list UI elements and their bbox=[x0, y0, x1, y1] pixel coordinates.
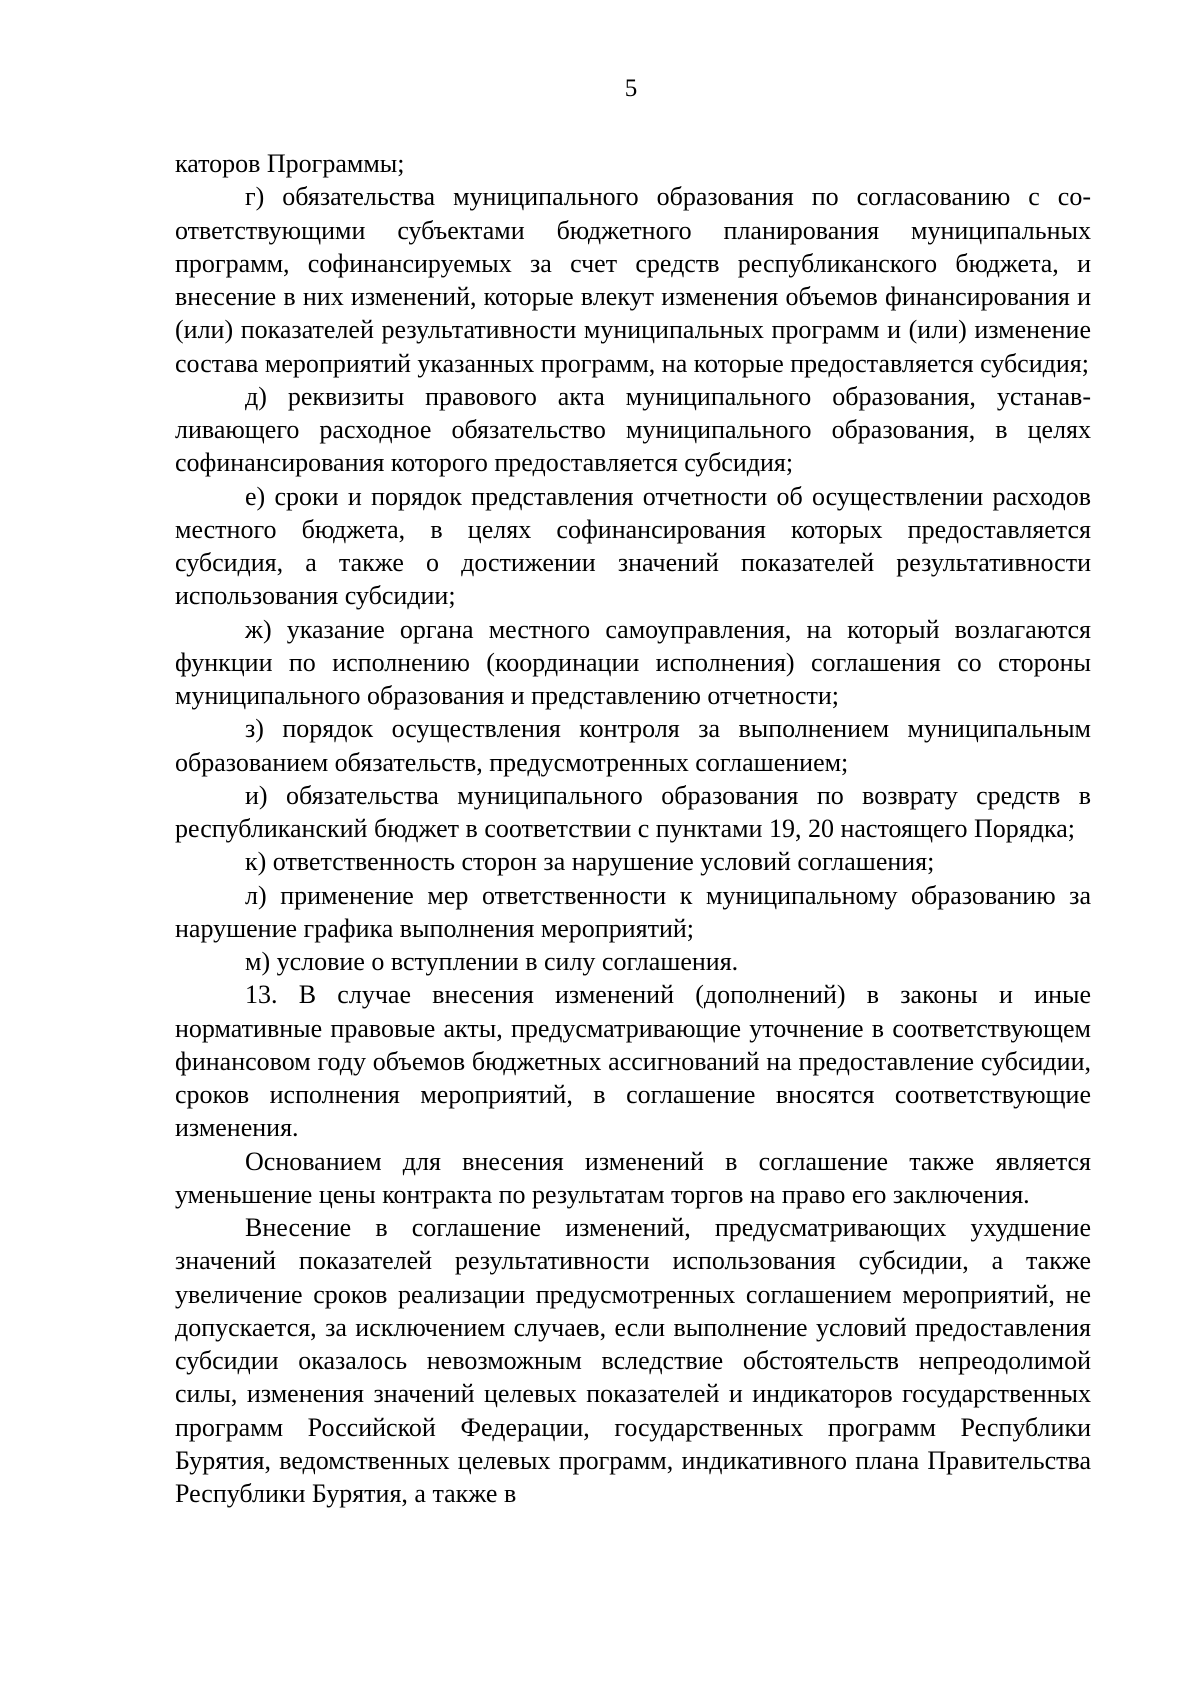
list-item-l: л) применение мер ответственности к муниципальному образованию за нарушение графика выполнения мероприятий; bbox=[175, 880, 1091, 943]
clause-13-basis: Основанием для внесения изменений в соглашение также является уменьшение цены контракта по результатам торгов на право его заключения. bbox=[175, 1146, 1091, 1209]
list-item-z: з) порядок осуществления контроля за выполнением муниципальным образованием обязательств, предусмотренных соглашением; bbox=[175, 714, 1091, 777]
document-body bbox=[175, 147, 1091, 1510]
list-item-zh: ж) указание органа местного самоуправления, на который возлагаются функции по исполнению (координации исполнения) соглашения со стороны муниципального образования и представлению отчетности; bbox=[175, 614, 1091, 710]
list-item-d: д) реквизиты правового акта муниципального образования, устанавливающего расходное обязательство муниципального образования, в целях софинансирования которого предоставляется субсидия; bbox=[175, 381, 1091, 478]
list-item-e: е) сроки и порядок представления отчетности об осуществлении расходов местного бюджета, в целях софинансирования которых предоставляется субсидия, а также о достижении значений показателей результативности использования субсидии; bbox=[175, 481, 1091, 611]
clause-13-restriction: Внесение в соглашение изменений, предусматривающих ухудшение значений показателей результативности использования субсидии, а также увеличение сроков реализации предусмотренных соглашением мероприятий, не допускается, за исключением случаев, если выполнение условий предоставления субсидии оказалось невозможным вследствие обстоятельств непреодолимой силы, изменения значений целевых показателей и индикаторов государственных программ Российской Федерации, государственных программ Республики Бурятия, ведомственных целевых программ, индикативного плана Правительства Республики Бурятия, а также в bbox=[175, 1213, 1091, 1508]
paragraph-continuation: каторов Программы; bbox=[175, 149, 405, 178]
clause-13: 13. В случае внесения изменений (дополнений) в законы и иные нормативные правовые акты, предусматривающие уточнение в соответствующем финансовом году объемов бюджетных ассигнований на предоставление субсидии, сроков исполнения мероприятий, в соглашение вносятся соответствующие изменения. bbox=[175, 980, 1091, 1143]
list-item-k: к) ответственность сторон за нарушение условий соглашения; bbox=[245, 847, 935, 877]
list-item-m: м) условие о вступлении в силу соглашения. bbox=[245, 947, 739, 976]
page-number: 5 bbox=[624, 75, 638, 102]
list-item-i: и) обязательства муниципального образования по возврату средств в республиканский бюджет в соответствии с пунктами 19, 20 настоящего Порядка; bbox=[175, 780, 1091, 843]
list-item-g: г) обязательства муниципального образования по согласованию с соответствующими субъектами бюджетного планирования муниципальных программ, софинансируемых за счет средств республиканского бюджета, и внесение в них изменений, которые влекут изменения объемов финансирования и (или) показателей результативности муниципальных программ и (или) изменение состава мероприятий указанных программ, на которые предоставляется субсидия; bbox=[175, 182, 1091, 378]
